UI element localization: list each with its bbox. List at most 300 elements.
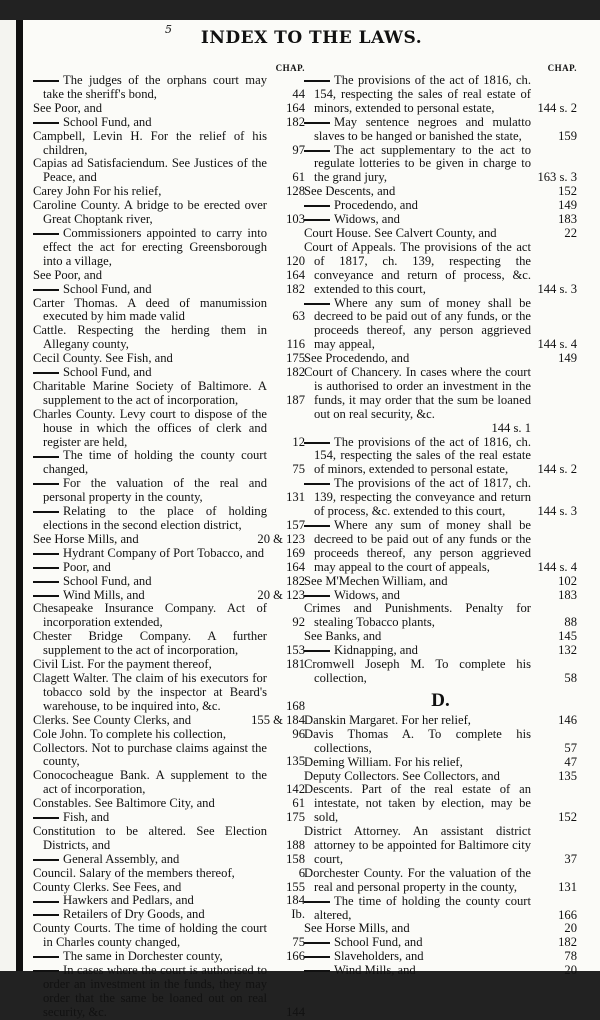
chapter-number: 149 (558, 198, 577, 213)
chapter-number: 187 (286, 392, 305, 407)
index-entry (33, 199, 305, 227)
index-entry (304, 658, 577, 686)
chapter-number: 144 s. 2 (537, 462, 577, 477)
index-entry (304, 950, 577, 964)
entry-text-block (33, 742, 267, 770)
entry-text: Where any sum of money shall be decreed to be paid out of any funds or the proceeds thereof, any person aggrieved may appeal to the court of appeals, (314, 518, 531, 574)
index-entry (33, 589, 305, 603)
ditto-dash (304, 442, 330, 444)
index-entry (304, 728, 577, 756)
index-entry (304, 227, 577, 241)
chapter-number: 92 (292, 615, 305, 630)
chapter-number: 88 (564, 615, 577, 630)
entry-text-block (33, 728, 267, 742)
index-entry (304, 74, 577, 116)
entry-text: See Descents, and (304, 184, 396, 199)
entry-text-block (33, 116, 267, 130)
entry-text: Clagett Walter. The claim of his executors for tobacco sold by the inspector at Beard's warehouse, to be inquired into, &c. (33, 670, 267, 713)
entry-text-block (33, 547, 267, 561)
chapter-number: 144 s. 3 (537, 281, 577, 296)
entry-text: Wind Mills, and (334, 963, 416, 978)
index-entry (304, 241, 577, 297)
left-entries (33, 74, 305, 1020)
index-entry (33, 602, 305, 630)
ditto-dash (304, 956, 330, 958)
index-entry (33, 130, 305, 158)
entry-text: Dorchester County. For the valuation of the real and personal property in the county, (304, 865, 531, 894)
entry-text-block (304, 519, 531, 575)
entry-text-block (33, 881, 267, 895)
chapter-number: 12 (292, 434, 305, 449)
entry-text-block (33, 324, 267, 352)
ditto-dash (33, 456, 59, 458)
entry-text-block (33, 157, 267, 185)
entry-text: Retailers of Dry Goods, and (63, 907, 205, 922)
index-entry (304, 352, 577, 366)
chapter-number: 159 (558, 128, 577, 143)
chapter-number: 37 (564, 851, 577, 866)
index-entry (304, 436, 577, 478)
entry-text: Cromwell Joseph M. To complete his collection, (304, 657, 531, 685)
entry-text: District Attorney. An assistant district attorney to be appointed for Baltimore city court, (304, 824, 531, 866)
chapter-number: 144 s. 3 (537, 504, 577, 519)
entry-text-block (33, 533, 267, 547)
entry-text: Hydrant Company of Port Tobacco, and (63, 545, 265, 560)
entry-text: County Clerks. See Fees, and (33, 879, 182, 894)
entry-text-block (33, 853, 267, 867)
index-entry (33, 797, 305, 811)
entry-text: Constitution to be altered. See Election Districts, and (33, 823, 267, 852)
ditto-dash (304, 525, 330, 527)
entry-text: School Fund, and (63, 573, 152, 588)
index-entry (304, 185, 577, 199)
entry-text: The time of holding the county court changed, (43, 448, 267, 477)
index-entry (33, 102, 305, 116)
entry-text-block (33, 867, 267, 881)
ditto-dash (304, 150, 330, 152)
entry-text-block (304, 477, 531, 519)
entry-text-block (33, 658, 267, 672)
chapter-number: 103 (286, 212, 305, 227)
chapter-number: 169 (286, 545, 305, 560)
chapter-number: 144 s. 4 (537, 337, 577, 352)
entry-text-block (33, 477, 267, 505)
index-entry (33, 561, 305, 575)
chapter-number: 155 (286, 879, 305, 894)
chapter-number: 75 (292, 462, 305, 477)
index-entry (33, 769, 305, 797)
index-entry (304, 867, 577, 895)
index-entry (304, 964, 577, 978)
chapter-number: 63 (292, 309, 305, 324)
entry-text-block (304, 227, 531, 241)
index-entry (33, 728, 305, 742)
ditto-dash (33, 859, 59, 861)
entry-text-block (304, 950, 531, 964)
entry-text: Widows, and (334, 587, 400, 602)
index-entry (304, 589, 577, 603)
entry-text: Widows, and (334, 212, 400, 227)
entry-text-block (33, 505, 267, 533)
chapter-number: 166 (558, 907, 577, 922)
index-entry (33, 853, 305, 867)
entry-text: See Horse Mills, and (304, 921, 410, 936)
index-entry (33, 533, 305, 547)
entry-text-block (33, 769, 267, 797)
scan-margin (0, 20, 16, 971)
entry-text-block (33, 894, 267, 908)
ditto-dash (33, 956, 59, 958)
entry-text-block (33, 950, 267, 964)
entry-text-block (304, 658, 531, 686)
entry-text-block (304, 728, 531, 756)
chapter-number: 182 (286, 114, 305, 129)
index-entry (304, 825, 577, 867)
entry-text-block (33, 561, 267, 575)
entry-text-block (33, 672, 267, 714)
index-entry (33, 672, 305, 714)
index-entry (304, 630, 577, 644)
chapter-number: 142 (286, 782, 305, 797)
index-entry (304, 144, 577, 186)
entry-text: The act supplementary to the act to regulate lotteries to be given in charge to the grand jury, (314, 142, 531, 185)
ditto-dash (304, 970, 330, 972)
index-entry (33, 908, 305, 922)
entry-text: County Courts. The time of holding the court in Charles county changed, (33, 921, 267, 950)
entry-text: Commissioners appointed to carry into effect the act for erecting Greensborough into a village, (43, 225, 267, 268)
index-entry (33, 867, 305, 881)
entry-text: In cases where the court is authorised to order an investment in the funds, they may order that the same be loaned out on real security, &c. (43, 963, 267, 1019)
entry-text: The time of holding the county court altered, (314, 893, 531, 922)
entry-text: Court House. See Calvert County, and (304, 225, 497, 240)
ditto-dash (304, 942, 330, 944)
index-entry (304, 895, 577, 923)
index-entry (304, 477, 577, 519)
entry-text: Hawkers and Pedlars, and (63, 893, 194, 908)
index-entry (304, 602, 577, 630)
chapter-number: 116 (286, 337, 305, 352)
entry-text-block (304, 366, 531, 422)
entry-text-block (304, 241, 531, 297)
chapter-number: 145 (558, 629, 577, 644)
entry-text: See Horse Mills, and (33, 531, 139, 546)
index-entry (33, 283, 305, 297)
chapter-number: 102 (558, 573, 577, 588)
entry-text-block (33, 102, 267, 116)
entry-text: See Poor, and (33, 100, 103, 115)
index-entry (304, 714, 577, 728)
entry-text: Slaveholders, and (334, 949, 424, 964)
ditto-dash (33, 595, 59, 597)
entry-text: School Fund, and (63, 114, 152, 129)
chapter-number: 47 (564, 754, 577, 769)
entry-text-block (33, 825, 267, 853)
entry-text-block (33, 797, 267, 811)
entry-text: The provisions of the act of 1817, ch. 139, respecting the conveyance and return of process, &c. extended to this court, (314, 476, 531, 519)
index-entry (33, 547, 305, 561)
chapter-number: 146 (558, 712, 577, 727)
chapter-number: 44 (292, 86, 305, 101)
entry-text: Crimes and Punishments. Penalty for stealing Tobacco plants, (304, 601, 531, 630)
index-entry (304, 770, 577, 784)
index-entry (304, 756, 577, 770)
entry-text-block (33, 630, 267, 658)
entry-text-block (33, 908, 267, 922)
chapter-number: 149 (558, 351, 577, 366)
chapter-number: 20 & 123 (257, 531, 305, 546)
entry-text-block (304, 602, 531, 630)
entry-text: Caroline County. A bridge to be erected over Great Choptank river, (33, 198, 267, 227)
entry-text: School Fund, and (334, 935, 423, 950)
entry-text-block (33, 352, 267, 366)
index-entry (33, 269, 305, 283)
entry-text-block (304, 144, 531, 186)
entry-text: Capias ad Satisfaciendum. See Justices of the Peace, and (33, 156, 267, 185)
chap-header-right: CHAP. (547, 63, 577, 73)
chapter-number: 157 (286, 518, 305, 532)
entry-text-block (304, 895, 531, 923)
entry-text: Chesapeake Insurance Company. Act of incorporation extended, (33, 601, 267, 630)
entry-text-block (304, 936, 531, 950)
chapter-number: 132 (558, 643, 577, 658)
chapter-number: 175 (286, 810, 305, 825)
entry-text: Danskin Margaret. For her relief, (304, 712, 471, 727)
chapter-number: 131 (558, 879, 577, 894)
index-entry (33, 116, 305, 130)
chapter-number: 96 (292, 726, 305, 741)
entry-text: Conococheague Bank. A supplement to the act of incorporation, (33, 768, 267, 797)
ditto-dash (304, 205, 330, 207)
index-entry (304, 297, 577, 353)
chapter-number: 182 (286, 365, 305, 380)
entry-text: See Poor, and (33, 267, 103, 282)
entry-text-block (304, 213, 531, 227)
entry-text: For the valuation of the real and personal property in the county, (43, 476, 267, 505)
entry-text: Constables. See Baltimore City, and (33, 796, 215, 811)
right-entries (304, 74, 577, 978)
chapter-number: 168 (286, 698, 305, 713)
entry-text-block (304, 575, 531, 589)
entry-text: General Assembly, and (63, 851, 180, 866)
entry-text-block (304, 589, 531, 603)
entry-text: School Fund, and (63, 365, 152, 380)
entry-text-block (304, 185, 531, 199)
index-entry (33, 881, 305, 895)
chapter-number: 184 (286, 893, 305, 908)
index-entry (304, 936, 577, 950)
entry-text: Poor, and (63, 559, 111, 574)
entry-text-block (33, 227, 267, 269)
chapter-number: 182 (558, 935, 577, 950)
index-entry (33, 408, 305, 450)
ditto-dash (33, 122, 59, 124)
entry-text-block (33, 575, 267, 589)
ditto-dash (33, 233, 59, 235)
chapter-number: 61 (292, 796, 305, 811)
entry-text: See M'Mechen William, and (304, 573, 448, 588)
index-entry (304, 575, 577, 589)
entry-text: Cecil County. See Fish, and (33, 351, 173, 366)
page-title: INDEX TO THE LAWS. (200, 28, 423, 48)
chapter-number: 135 (558, 768, 577, 783)
entry-text: See Procedendo, and (304, 351, 410, 366)
ditto-dash (304, 122, 330, 124)
entry-text-block (304, 116, 531, 144)
entry-text: Court of Appeals. The provisions of the act of 1817, ch. 139, respecting the conveyance and return of process, &c. extended to this court, (304, 239, 531, 296)
chapter-number: 152 (558, 184, 577, 199)
ditto-dash (33, 970, 59, 972)
ditto-dash (304, 303, 330, 305)
chapter-number: 183 (558, 587, 577, 602)
section-heading: D. (431, 689, 450, 711)
index-entry (33, 185, 305, 199)
chapter-number: 155 & 184 (251, 712, 305, 727)
entry-text: Deputy Collectors. See Collectors, and (304, 768, 500, 783)
chapter-number: Ib. (291, 907, 305, 922)
index-entry (33, 449, 305, 477)
index-entry (33, 366, 305, 380)
ditto-dash (33, 567, 59, 569)
ditto-dash (304, 483, 330, 485)
index-entry (33, 658, 305, 672)
entry-text: Kidnapping, and (334, 643, 418, 658)
entry-text: Council. Salary of the members thereof, (33, 865, 235, 880)
chapter-number: 163 s. 3 (537, 170, 577, 185)
entry-text-block (33, 964, 267, 1020)
entry-text-block (33, 283, 267, 297)
entry-text: May sentence negroes and mulatto slaves to be hanged or banished the state, (314, 114, 531, 143)
ditto-dash (33, 289, 59, 291)
index-entry (304, 213, 577, 227)
index-entry (33, 505, 305, 533)
index-entry (33, 811, 305, 825)
entry-text: Campbell, Levin H. For the relief of his children, (33, 128, 267, 157)
chapter-number: 128 (286, 184, 305, 199)
index-entry (33, 380, 305, 408)
chapter-number: 158 (286, 851, 305, 866)
entry-text-block (304, 352, 531, 366)
index-entry (33, 950, 305, 964)
left-column (33, 62, 305, 1020)
chap-header-left: CHAP. (275, 63, 305, 73)
entry-text: Carey John For his relief, (33, 184, 162, 199)
ditto-dash (33, 817, 59, 819)
index-page (16, 20, 600, 1019)
index-entry (304, 644, 577, 658)
chapter-number: 75 (292, 935, 305, 950)
chapter-number: 164 (286, 267, 305, 282)
index-entry (33, 922, 305, 950)
chapter-number: 120 (286, 253, 305, 268)
entry-text-block (304, 867, 531, 895)
index-entry (33, 74, 305, 102)
index-entry (33, 297, 305, 325)
chapter-number: 182 (286, 573, 305, 588)
index-entry (33, 575, 305, 589)
index-entry (33, 894, 305, 908)
chapter-number: 164 (286, 100, 305, 115)
entry-text: Chester Bridge Company. A further supplement to the act of incorporation, (33, 629, 267, 658)
index-entry (304, 922, 577, 936)
entry-text: Cattle. Respecting the herding them in Allegany county, (33, 323, 267, 352)
entry-text: Carter Thomas. A deed of manumission executed by him made valid (33, 295, 267, 324)
index-entry (33, 157, 305, 185)
entry-text-block (33, 297, 267, 325)
ditto-dash (33, 511, 59, 513)
entry-text-block (304, 783, 531, 825)
chapter-number: 175 (286, 351, 305, 366)
ditto-dash (304, 650, 330, 652)
entry-text: Fish, and (63, 810, 110, 825)
entry-text-block (33, 714, 267, 728)
chapter-number: 144 s. 4 (537, 559, 577, 574)
index-entry (33, 964, 305, 1020)
entry-text-block (304, 644, 531, 658)
chapter-number: 144 (286, 1004, 305, 1019)
chapter-number: 153 (286, 643, 305, 658)
index-entry (304, 519, 577, 575)
chapter-number: 61 (292, 170, 305, 185)
index-entry (33, 630, 305, 658)
entry-text-block (304, 436, 531, 478)
chapter-number: 144 s. 1 (491, 420, 531, 435)
entry-text: Wind Mills, and (63, 587, 145, 602)
entry-text-block (33, 811, 267, 825)
entry-text-block (304, 964, 531, 978)
ditto-dash (304, 901, 330, 903)
ditto-dash (33, 901, 59, 903)
entry-text: The provisions of the act of 1816, ch. 154, respecting the sales of the real estate of minors, extended to personal estate, (314, 434, 531, 477)
entry-text: Collectors. Not to purchase claims against the county, (33, 740, 267, 769)
entry-text: Deming William. For his relief, (304, 754, 463, 769)
ditto-dash (33, 581, 59, 583)
chapter-number: 181 (286, 657, 305, 672)
entry-text-block (33, 380, 267, 408)
entry-text-block (33, 185, 267, 199)
chapter-number: 152 (558, 810, 577, 825)
chapter-number: 6 (298, 865, 305, 880)
index-entry (33, 477, 305, 505)
index-entry (304, 783, 577, 825)
entry-text-block (33, 589, 267, 603)
entry-text: Cole John. To complete his collection, (33, 726, 227, 741)
entry-text: The same in Dorchester county, (63, 949, 223, 964)
chapter-number: 183 (558, 212, 577, 227)
chapter-number: 144 s. 2 (537, 100, 577, 115)
index-entry (33, 825, 305, 853)
entry-text-block (33, 366, 267, 380)
entry-text-block (304, 630, 531, 644)
entry-text: Charitable Marine Society of Baltimore. A supplement to the act of incorporation, (33, 378, 267, 407)
chapter-number: 20 (564, 963, 577, 978)
entry-text: Descents. Part of the real estate of an intestate, not taken by election, may be sold, (304, 782, 531, 825)
ditto-dash (33, 372, 59, 374)
entry-text: See Banks, and (304, 629, 382, 644)
index-entry (304, 366, 577, 436)
chapter-number: 20 & 123 (257, 587, 305, 602)
entry-text-block (304, 74, 531, 116)
entry-text-block (33, 74, 267, 102)
entry-text-block (304, 297, 531, 353)
entry-text: Davis Thomas A. To complete his collections, (304, 726, 531, 755)
chapter-number: 57 (564, 740, 577, 755)
entry-text-block (33, 408, 267, 450)
index-entry (33, 714, 305, 728)
chapter-number: 131 (286, 490, 305, 505)
ditto-dash (304, 219, 330, 221)
entry-text: The provisions of the act of 1816, ch. 154, respecting the sales of real estate of minors, extended to personal estate, (314, 73, 531, 115)
entry-text-block (33, 602, 267, 630)
